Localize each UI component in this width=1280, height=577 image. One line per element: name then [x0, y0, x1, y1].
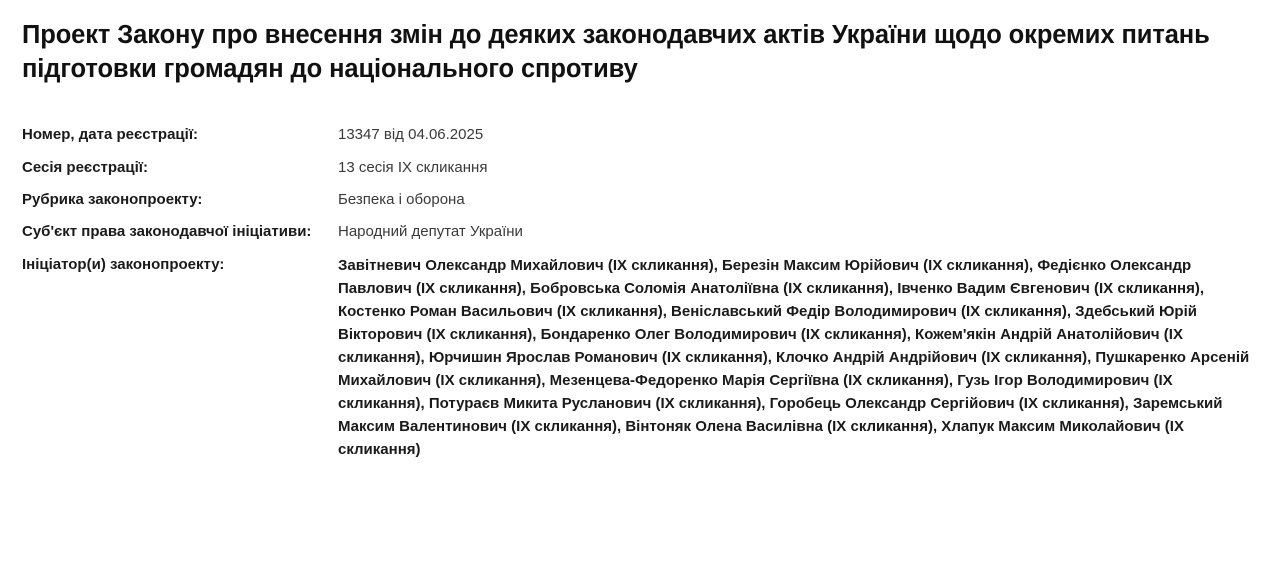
page-title: Проект Закону про внесення змін до деяких законодавчих актів України щодо окремих питань підготовки громадян до національного спротиву [22, 21, 1210, 84]
metadata-row-subject [22, 221, 1258, 242]
metadata-label: Ініціатор(и) законопроекту: [22, 255, 225, 273]
metadata-value: Безпека і оборона [338, 190, 465, 208]
metadata-row-registration [22, 124, 1258, 145]
metadata-row-session [22, 157, 1258, 178]
metadata-label: Суб'єкт права законодавчої ініціативи: [22, 223, 312, 241]
metadata-label: Сесія реєстрації: [22, 158, 148, 176]
metadata-value: Народний депутат України [338, 223, 523, 241]
metadata-row-initiators [22, 254, 1258, 462]
metadata-value: 13 сесія IX скликання [338, 158, 488, 176]
metadata-label: Рубрика законопроекту: [22, 190, 203, 208]
metadata-label: Номер, дата реєстрації: [22, 126, 199, 144]
metadata-value-initiators: Завітневич Олександр Михайлович (IX скликання), Березін Максим Юрійович (IX скликання), Федієнко Олександр Павлович (IX скликання), Бобровська Соломія Анатоліївна (IX скликання), Івченко Вадим Євгенович (IX скликання), Костенко Роман Васильович (IX скликання), Веніславський Федір Володимирович (IX скликання), Здебський Юрій Вікторович (IX скликання), Бондаренко Олег Володимирович (IX скликання), Кожем'якін Андрій Анатолійович (IX скликання), Юрчишин Ярослав Романович (IX скликання), Клочко Андрій Андрійович (IX скликання), Пушкаренко Арсеній Михайлович (IX скликання), Мезенцева-Федоренко Марія Сергіївна (IX скликання), Гузь Ігор Володимирович (IX скликання), Потураєв Микита Русланович (IX скликання), Горобець Олександр Сергійович (IX скликання), Заремський Максим Валентинович (IX скликання), Вінтоняк Олена Василівна (IX скликання), Хлапук Максим Миколайович (IX скликання) [338, 256, 1250, 459]
document-metadata [22, 124, 1258, 461]
metadata-row-rubric [22, 189, 1258, 210]
metadata-value: 13347 від 04.06.2025 [338, 126, 484, 144]
